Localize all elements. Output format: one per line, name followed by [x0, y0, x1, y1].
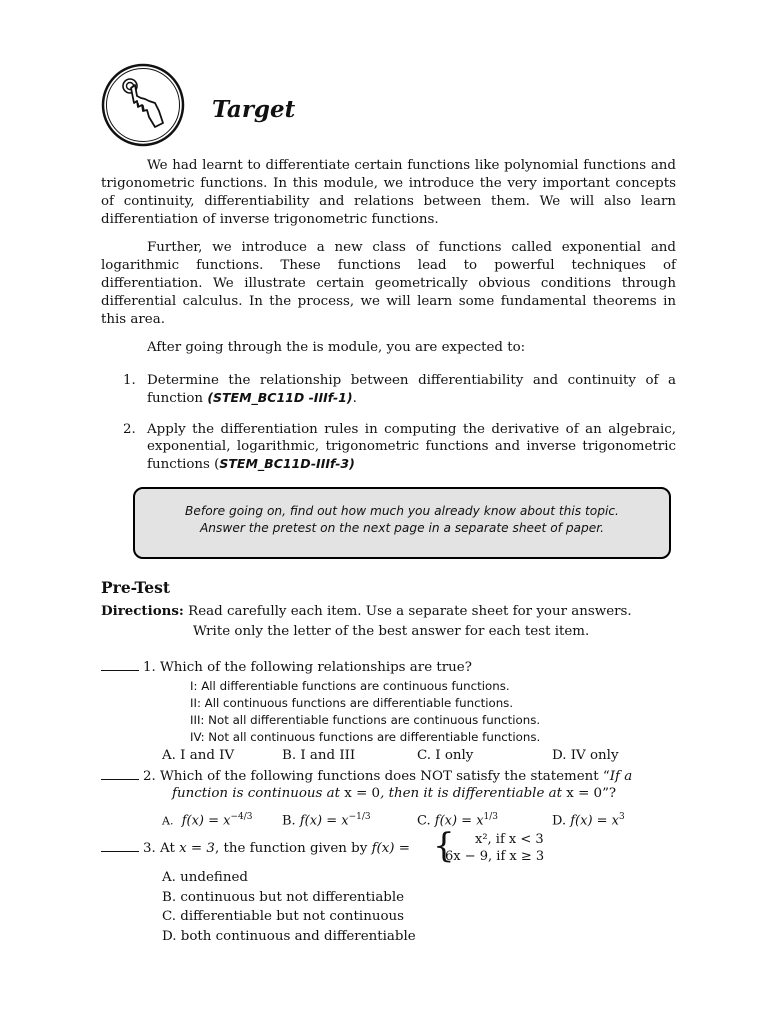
q2-option-c: [417, 812, 498, 828]
objective-number: 1.: [123, 373, 136, 388]
intro-paragraph-3: After going through the is module, you are expected to:: [147, 340, 526, 355]
objective-number: 2.: [123, 422, 136, 437]
q1-statements: [190, 678, 540, 746]
option-expr: f(x) = x: [570, 813, 620, 829]
condition-expr: x = 0: [344, 786, 381, 801]
objective-tail: .: [352, 391, 357, 406]
option-exponent: 3: [619, 812, 625, 822]
competency-code: (STEM_BC11D -IIIf-1): [207, 390, 353, 405]
pretest-heading: Pre-Test: [101, 578, 171, 597]
intro-paragraph-2: Further, we introduce a new class of functions called exponential and logarithmic functions. These functions lead to powerful techniques of differentiation. We illustrate certain geometrically obvious conditions through differential calculus. In the process, we will learn some fundamental theorems in this area.: [101, 240, 676, 327]
quote-part-3: , then it is differentiable at: [380, 786, 562, 801]
q2-option-a: [162, 812, 253, 828]
option-exponent: 1/3: [483, 812, 499, 822]
option-letter: B.: [282, 813, 296, 829]
statement-item: I: All differentiable functions are continuous functions.: [190, 679, 510, 693]
objective-text: Apply the differentiation rules in computing the derivative of an algebraic, exponential, logarithmic, trigonometric functions and inverse trigonometric functions (: [147, 422, 676, 472]
question-stem-c: , the function given by: [214, 841, 368, 856]
q3-option-a: A. undefined: [162, 870, 248, 885]
condition-expr: x = 0: [566, 786, 603, 801]
option-letter: A.: [162, 814, 174, 828]
question-stem-a: 3. At: [143, 841, 175, 856]
pretest-callout-box: [133, 487, 671, 559]
q3-option-b: B. continuous but not differentiable: [162, 889, 405, 905]
pointing-hand-icon: [101, 63, 185, 147]
section-title: Target: [212, 96, 296, 123]
q2-option-b: [282, 812, 371, 828]
directions-line-1: Read carefully each item. Use a separate sheet for your answers.: [188, 604, 632, 619]
option-letter: C.: [417, 813, 431, 829]
q2-statement-continued: [172, 786, 616, 801]
callout-line-1: Before going on, find out how much you already know about this topic.: [185, 504, 619, 518]
answer-blank[interactable]: [101, 658, 139, 671]
option-expr: f(x) = x: [299, 813, 349, 829]
directions-label: Directions:: [101, 603, 184, 619]
q3-options: [162, 868, 416, 946]
question-3: [101, 839, 701, 857]
statement-item: II: All continuous functions are differentiable functions.: [190, 696, 514, 710]
quote-part-1: If a: [609, 769, 633, 784]
question-stem: 2. Which of the following functions does NOT satisfy the statement “: [143, 769, 610, 784]
quote-part-4: ”?: [602, 786, 617, 801]
question-stem: 1. Which of the following relationships are true?: [143, 660, 472, 675]
callout-line-2: Answer the pretest on the next page in a separate sheet of paper.: [199, 521, 605, 535]
pretest-directions: [101, 601, 701, 642]
q3-option-c: C. differentiable but not continuous: [162, 909, 405, 924]
statement-item: IV: Not all continuous functions are differentiable functions.: [190, 730, 541, 744]
quote-part-2: function is continuous at: [172, 786, 340, 801]
directions-line-2: Write only the letter of the best answer for each test item.: [193, 624, 590, 639]
q1-option-d: D. IV only: [552, 748, 619, 763]
q1-option-a: A. I and IV: [162, 748, 235, 763]
q1-option-c: C. I only: [417, 748, 474, 763]
answer-blank[interactable]: [101, 767, 139, 780]
statement-item: III: Not all differentiable functions are continuous functions.: [190, 713, 541, 727]
answer-blank[interactable]: [101, 839, 139, 852]
intro-paragraph-1: We had learnt to differentiate certain functions like polynomial functions and trigonometric functions. In this module, we introduce the very important concepts of continuity, differentiability and relations between them. We will also learn differentiation of inverse trigonometric functions.: [101, 158, 676, 227]
option-expr: f(x) = x: [434, 813, 484, 829]
q3-point: x = 3: [179, 841, 215, 856]
q1-option-b: B. I and III: [282, 748, 356, 763]
piece-1: x², if x < 3: [475, 832, 544, 847]
q2-option-d: [552, 812, 625, 828]
q3-option-d: D. both continuous and differentiable: [162, 928, 416, 944]
piecewise-brace: {: [433, 826, 455, 866]
question-2: [101, 767, 701, 785]
option-exponent: −4/3: [230, 812, 253, 822]
option-expr: f(x) = x: [181, 813, 231, 829]
competency-code: STEM_BC11D-IIIf-3): [219, 456, 355, 471]
piece-2: 6x − 9, if x ≥ 3: [445, 849, 545, 864]
option-letter: D.: [552, 813, 567, 829]
q3-function-name: f(x) =: [371, 841, 411, 856]
objective-text: Determine the relationship between differentiability and continuity of a function: [147, 373, 676, 406]
piecewise-function: [445, 831, 544, 865]
question-1: [101, 658, 701, 676]
option-exponent: −1/3: [348, 812, 371, 822]
